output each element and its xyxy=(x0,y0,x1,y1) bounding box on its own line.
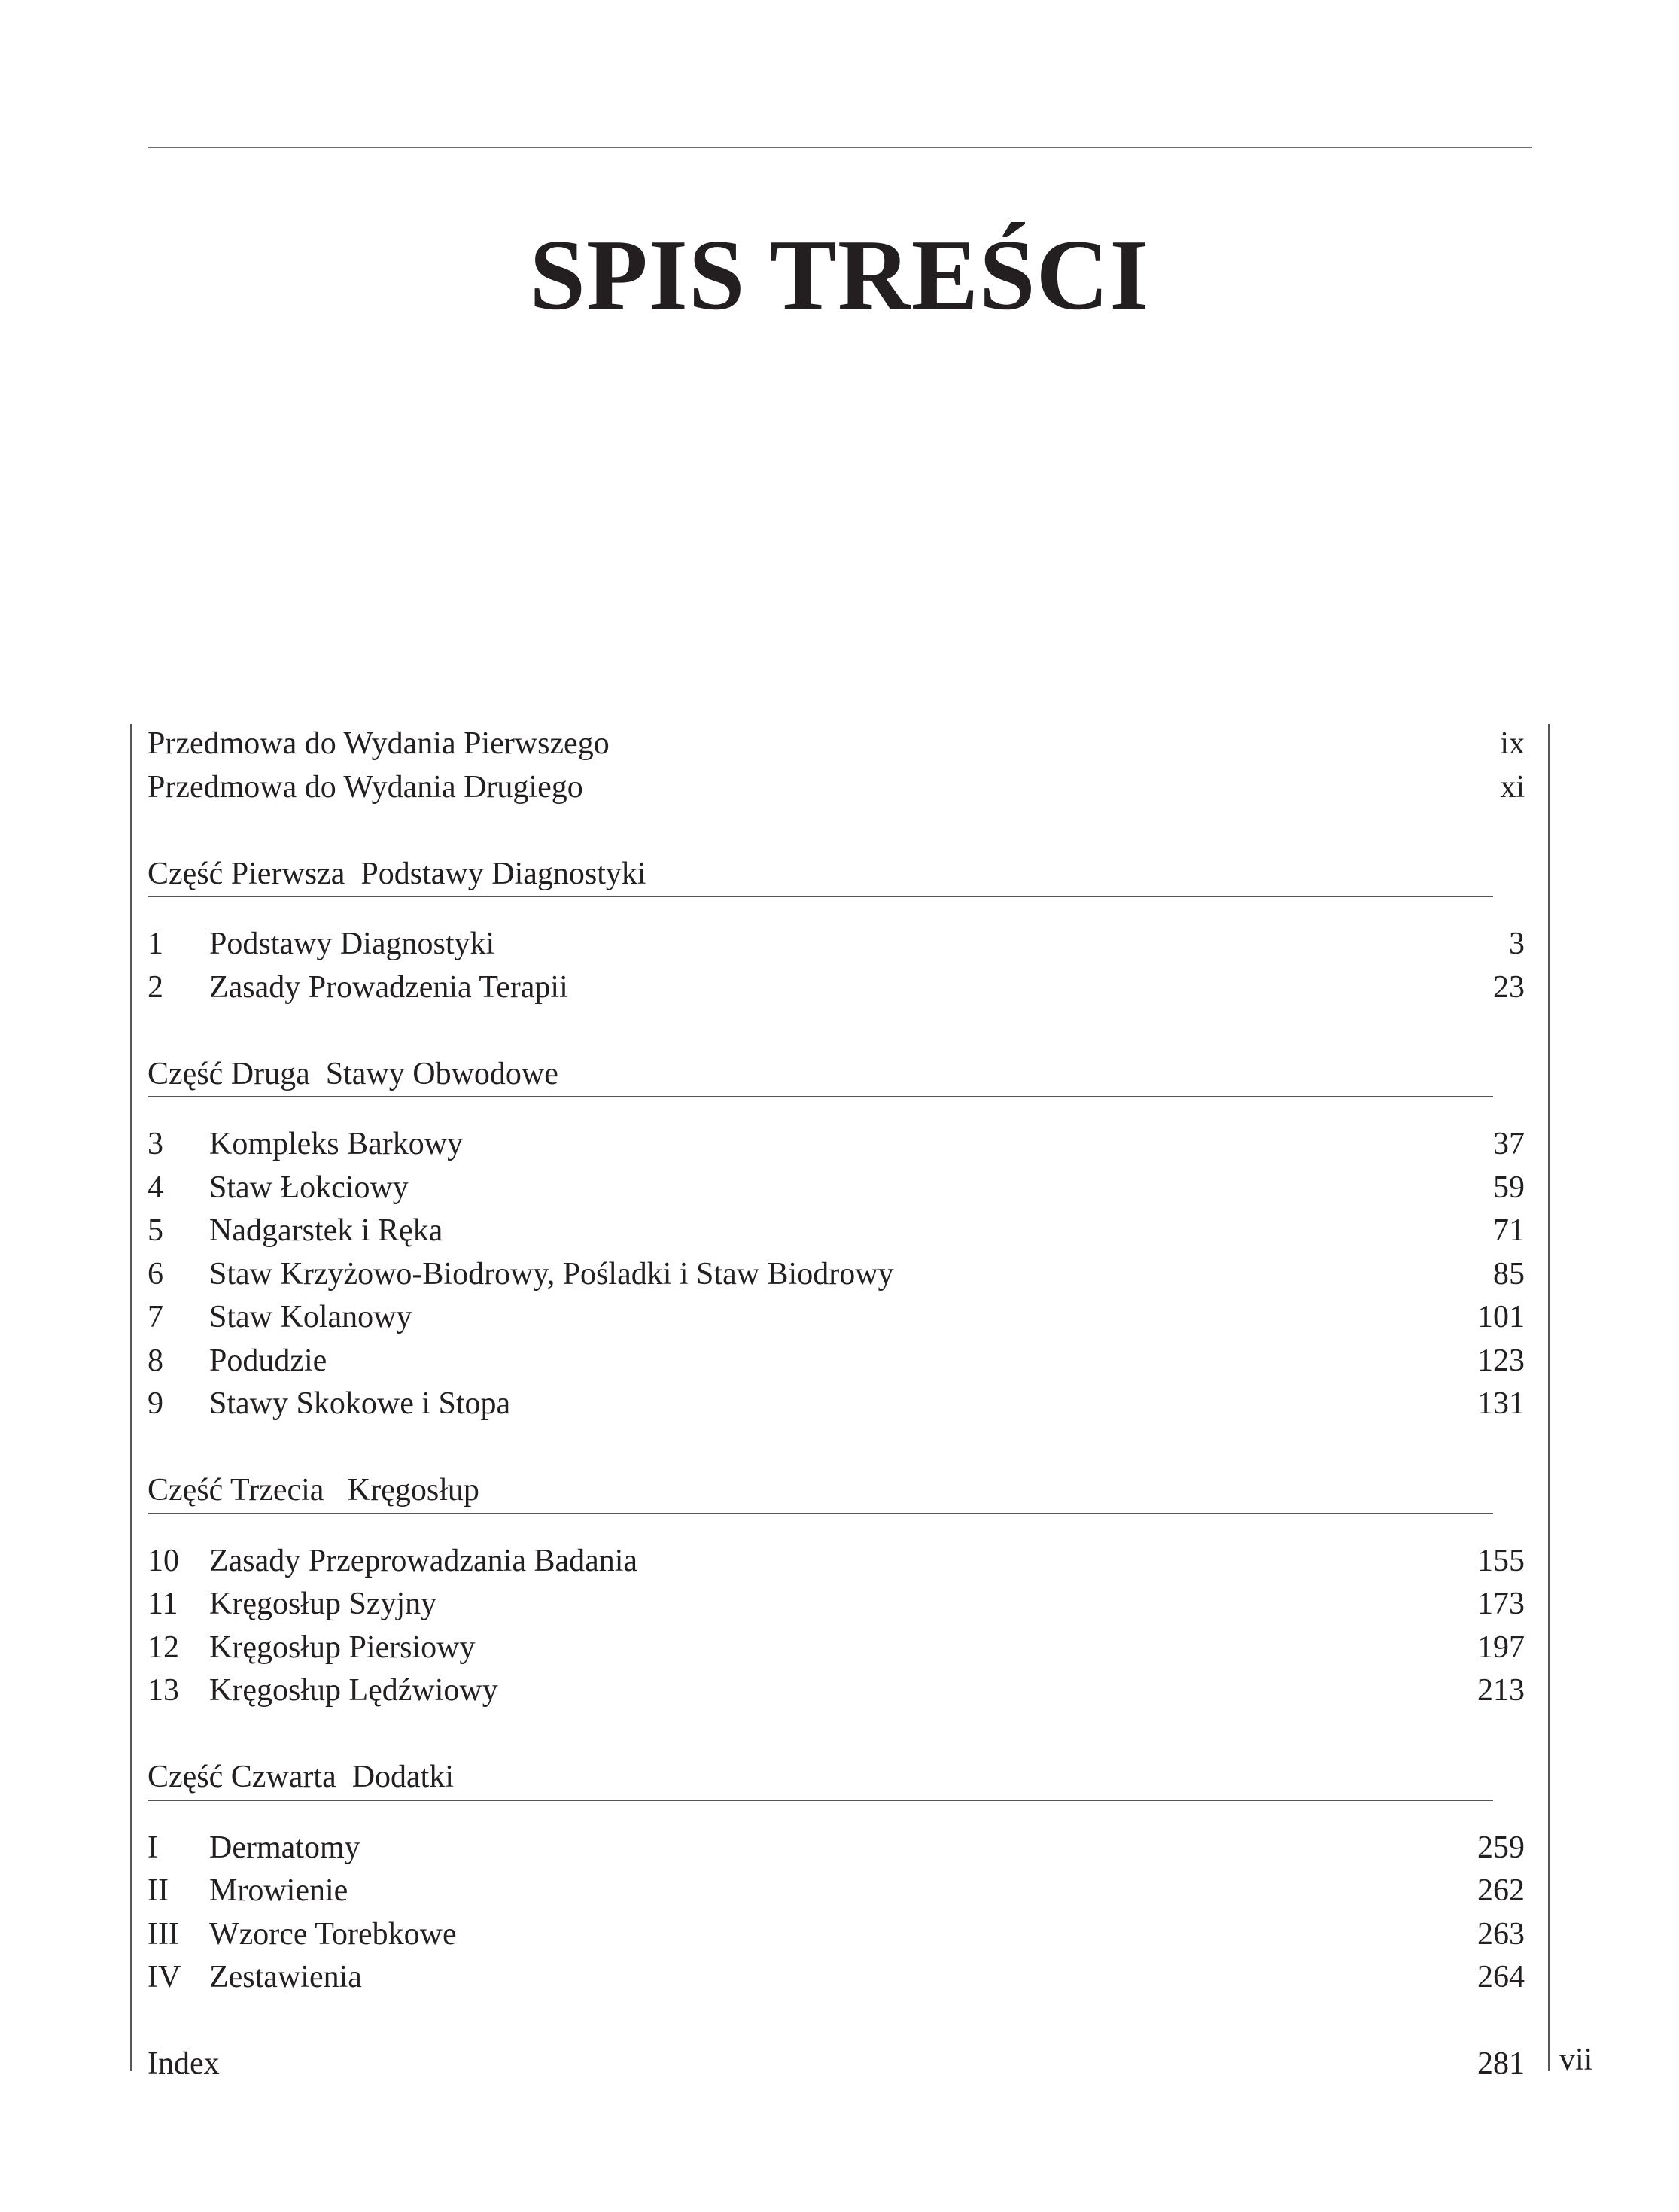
chapter-number: 2 xyxy=(148,969,163,1005)
chapter-number: 10 xyxy=(148,1543,179,1578)
chapter-title: Podudzie xyxy=(209,1343,327,1378)
page-number: 281 xyxy=(1477,2046,1525,2081)
chapter-number: 9 xyxy=(148,1386,163,1421)
page-number: 262 xyxy=(1477,1873,1525,1908)
appendix-entry[interactable] xyxy=(148,1827,1525,1870)
part-heading-text: Część Trzecia Kręgosłup xyxy=(148,1473,479,1508)
appendix-title: Dermatomy xyxy=(209,1830,360,1865)
chapter-entry[interactable] xyxy=(148,1669,1525,1713)
chapter-entry[interactable] xyxy=(148,1296,1525,1340)
chapter-number: 5 xyxy=(148,1213,163,1248)
preface-title: Przedmowa do Wydania Pierwszego xyxy=(148,726,610,761)
page-number: 59 xyxy=(1493,1170,1525,1205)
chapter-title: Nadgarstek i Ręka xyxy=(209,1213,443,1248)
appendix-number: II xyxy=(148,1873,169,1908)
chapter-entry[interactable] xyxy=(148,1540,1525,1584)
page-title: SPIS TREŚCI xyxy=(529,219,1150,330)
page-number: xi xyxy=(1500,769,1525,805)
appendix-entry[interactable] xyxy=(148,1870,1525,1913)
chapter-title: Podstawy Diagnostyki xyxy=(209,926,495,961)
index-title: Index xyxy=(148,2046,220,2081)
chapter-number: 12 xyxy=(148,1629,179,1665)
chapter-number: 7 xyxy=(148,1300,163,1334)
page-number: 173 xyxy=(1477,1587,1525,1621)
preface-entry[interactable] xyxy=(148,723,1525,766)
chapter-title: Kompleks Barkowy xyxy=(209,1127,464,1161)
page-number: 71 xyxy=(1493,1213,1525,1248)
page-number: 101 xyxy=(1477,1300,1525,1334)
index-entry[interactable] xyxy=(148,2043,1525,2086)
preface-entry[interactable] xyxy=(148,766,1525,810)
chapter-entry[interactable] xyxy=(148,1123,1525,1167)
chapter-number: 3 xyxy=(148,1127,163,1161)
page-number: 259 xyxy=(1477,1830,1525,1865)
chapter-title: Zasady Przeprowadzania Badania xyxy=(209,1543,638,1578)
page-number: 131 xyxy=(1477,1386,1525,1421)
appendix-number: I xyxy=(148,1830,158,1865)
chapter-entry[interactable] xyxy=(148,1583,1525,1626)
left-margin-rule xyxy=(130,724,132,2071)
page-number: 23 xyxy=(1493,969,1525,1005)
part-heading xyxy=(148,1469,1493,1514)
chapter-entry[interactable] xyxy=(148,923,1525,966)
appendix-title: Zestawienia xyxy=(209,1960,362,1994)
chapter-entry[interactable] xyxy=(148,1167,1525,1210)
appendix-number: IV xyxy=(148,1960,181,1994)
chapter-title: Zasady Prowadzenia Terapii xyxy=(209,969,568,1005)
chapter-title: Kręgosłup Szyjny xyxy=(209,1587,437,1621)
page-number: 263 xyxy=(1477,1916,1525,1952)
part-heading xyxy=(148,1053,1493,1098)
page-number: 3 xyxy=(1509,926,1525,961)
chapter-entry[interactable] xyxy=(148,1253,1525,1297)
part-heading xyxy=(148,853,1493,898)
part-heading-text: Część Czwarta Dodatki xyxy=(148,1760,455,1794)
folio-page-number: vii xyxy=(1559,2043,1593,2077)
chapter-entry[interactable] xyxy=(148,1626,1525,1670)
chapter-title: Stawy Skokowe i Stopa xyxy=(209,1386,511,1421)
page-number: 213 xyxy=(1477,1673,1525,1708)
chapter-title: Staw Kolanowy xyxy=(209,1300,412,1334)
appendix-title: Mrowienie xyxy=(209,1873,348,1908)
chapter-title: Staw Łokciowy xyxy=(209,1170,409,1205)
appendix-entry[interactable] xyxy=(148,1956,1525,2000)
chapter-number: 11 xyxy=(148,1587,178,1621)
preface-title: Przedmowa do Wydania Drugiego xyxy=(148,769,583,805)
chapter-entry[interactable] xyxy=(148,1209,1525,1253)
page-number: 123 xyxy=(1477,1343,1525,1378)
chapter-number: 8 xyxy=(148,1343,163,1378)
top-rule xyxy=(148,147,1532,148)
appendix-entry[interactable] xyxy=(148,1913,1525,1957)
chapter-entry[interactable] xyxy=(148,1340,1525,1383)
page-number: 85 xyxy=(1493,1256,1525,1292)
chapter-number: 1 xyxy=(148,926,163,961)
chapter-number: 13 xyxy=(148,1673,179,1708)
page-number: 37 xyxy=(1493,1127,1525,1161)
part-heading-text: Część Pierwsza Podstawy Diagnostyki xyxy=(148,856,646,891)
appendix-number: III xyxy=(148,1916,179,1952)
part-heading xyxy=(148,1756,1493,1801)
table-of-contents xyxy=(148,723,1525,2086)
chapter-number: 4 xyxy=(148,1170,163,1205)
page-number: 197 xyxy=(1477,1629,1525,1665)
page-number: ix xyxy=(1500,726,1525,761)
appendix-title: Wzorce Torebkowe xyxy=(209,1916,457,1952)
right-margin-rule xyxy=(1548,724,1550,2071)
chapter-number: 6 xyxy=(148,1256,163,1292)
chapter-title: Staw Krzyżowo-Biodrowy, Pośladki i Staw Biodrowy xyxy=(209,1256,894,1292)
chapter-entry[interactable] xyxy=(148,1383,1525,1426)
page-number: 155 xyxy=(1477,1543,1525,1578)
page-number: 264 xyxy=(1477,1960,1525,1994)
chapter-entry[interactable] xyxy=(148,966,1525,1010)
chapter-title: Kręgosłup Lędźwiowy xyxy=(209,1673,498,1708)
chapter-title: Kręgosłup Piersiowy xyxy=(209,1629,476,1665)
part-heading-text: Część Druga Stawy Obwodowe xyxy=(148,1056,558,1091)
